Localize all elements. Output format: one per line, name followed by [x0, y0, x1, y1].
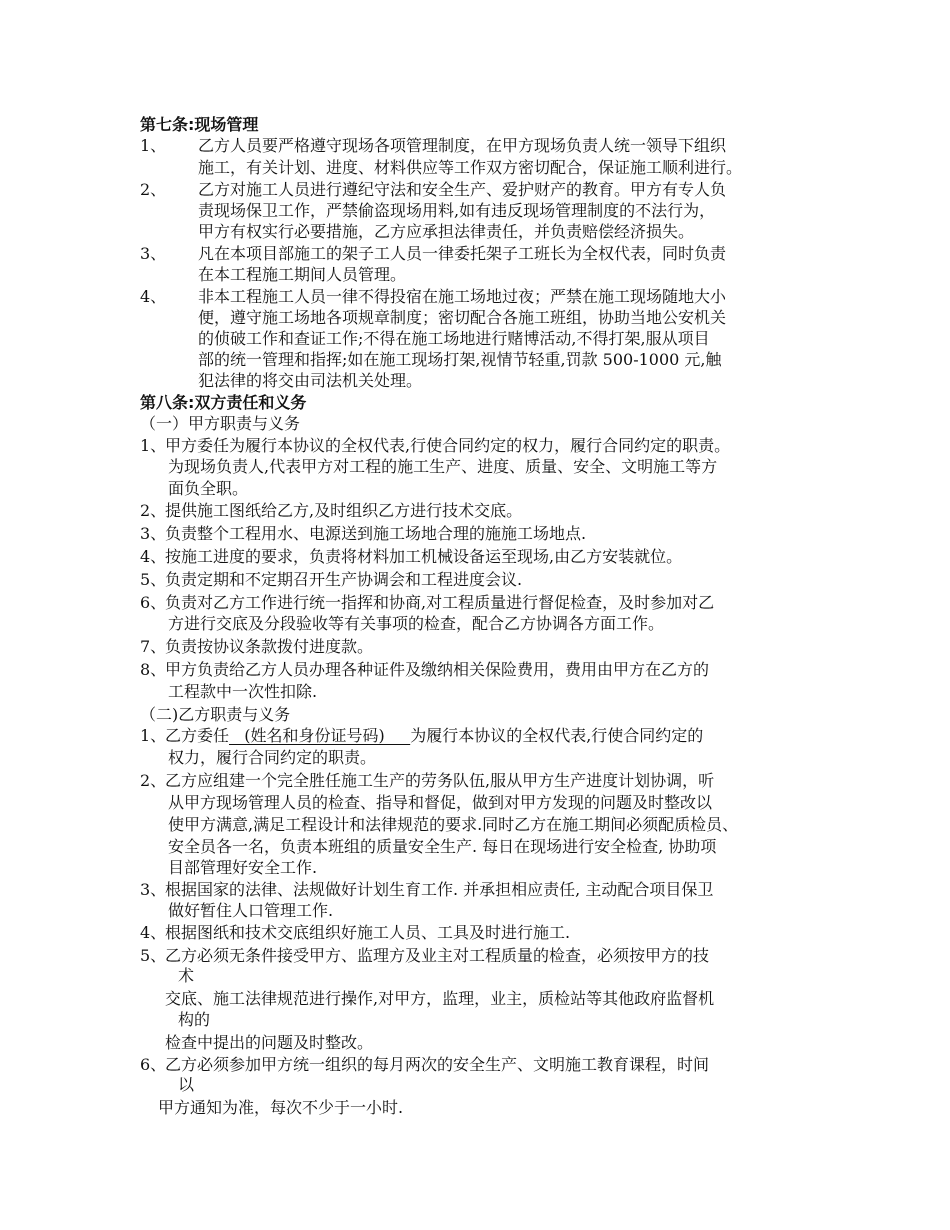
party-a-item-7-line: 负责按协议条款拨付进度款。 — [165, 637, 374, 656]
article-8-heading: 第八条:双方责任和义务 — [140, 393, 307, 412]
party-b-item-3-num: 3、 — [140, 880, 167, 899]
article-7-item-3-num: 3、 — [140, 244, 167, 263]
party-b-item-6-num: 6、 — [140, 1055, 167, 1074]
party-a-item-6-num: 6、 — [140, 593, 167, 612]
article-7-item-4-line: 犯法律的将交由司法机关处理。 — [198, 371, 423, 390]
article-7-item-2-line: 乙方对施工人员进行遵纪守法和安全生产、爱护财产的教育。甲方有专人负 — [198, 180, 727, 199]
party-a-item-1-line: 为现场负责人,代表甲方对工程的施工生产、进度、质量、安全、文明施工等方 — [168, 457, 718, 476]
party-b-item-6-line: 甲方通知为准，每次不少于一小时. — [158, 1098, 404, 1117]
article-7-item-1-line: 乙方人员要严格遵守现场各项管理制度，在甲方现场负责人统一领导下组织 — [198, 136, 727, 155]
article-7-item-4-line: 的侦破工作和查证工作;不得在施工场地进行赌博活动,不得打架,服从项目 — [198, 329, 710, 348]
party-a-item-3-num: 3、 — [140, 524, 167, 543]
party-b-item-2-line: 使甲方满意,满足工程设计和法律规范的要求.同时乙方在施工期间必须配质检员、 — [168, 815, 739, 834]
party-a-item-1-num: 1、 — [140, 436, 167, 455]
party-a-item-3-line: 负责整个工程用水、电源送到施工场地合理的施施工场地点. — [165, 524, 587, 543]
article-7-heading: 第七条:现场管理 — [140, 115, 259, 134]
party-a-item-5-line: 负责定期和不定期召开生产协调会和工程进度会议. — [165, 570, 523, 589]
party-b-item-6-line: 乙方必须参加甲方统一组织的每月两次的安全生产、文明施工教育课程，时间 — [165, 1055, 710, 1074]
party-a-item-1-line: 面负全职。 — [168, 479, 249, 498]
party-b-item-5-num: 5、 — [140, 946, 167, 965]
party-b-item-1-num: 1、 — [140, 726, 167, 745]
party-b-item-2-line: 从甲方现场管理人员的检查、指导和督促，做到对甲方发现的问题及时整改以 — [168, 793, 713, 812]
party-a-item-6-line: 负责对乙方工作进行统一指挥和协商,对工程质量进行督促检查，及时参加对乙 — [165, 593, 715, 612]
article-7-item-2-line: 责现场保卫工作，严禁偷盗现场用料,如有违反现场管理制度的不法行为， — [198, 201, 716, 220]
article-7-item-4-line: 部的统一管理和指挥;如在施工现场打架,视情节轻重,罚款 500-1000 元,触 — [198, 350, 722, 369]
article-7-item-4-line: 非本工程施工人员一律不得投宿在施工场地过夜；严禁在施工现场随地大小 — [198, 287, 727, 306]
party-b-item-4-line: 根据图纸和技术交底组织好施工人员、工具及时进行施工. — [165, 923, 571, 942]
article-7-item-4-num: 4、 — [140, 287, 167, 306]
party-b-item-5-line: 检查中提出的问题及时整改。 — [165, 1033, 374, 1052]
party-a-item-4-num: 4、 — [140, 547, 167, 566]
party-a-item-1-line: 甲方委任为履行本协议的全权代表,行使合同约定的权力，履行合同约定的职责。 — [165, 436, 731, 455]
party-b-item-1-line: 权力，履行合同约定的职责。 — [168, 748, 377, 767]
party-b-subheading: （二)乙方职责与义务 — [140, 705, 291, 724]
party-a-item-6-line: 方进行交底及分段验收等有关事项的检查，配合乙方协调各方面工作。 — [168, 614, 665, 633]
party-b-item-5-line: 术 — [178, 966, 195, 985]
party-b-item-4-num: 4、 — [140, 923, 167, 942]
article-7-item-1-line: 施工，有关计划、进度、材料供应等工作双方密切配合，保证施工顺利进行。 — [198, 158, 743, 177]
article-7-item-2-num: 2、 — [140, 180, 167, 199]
party-b-item-1-suffix: 为履行本协议的全权代表,行使合同约定的 — [410, 726, 704, 745]
party-b-item-2-line: 目部管理好安全工作. — [168, 858, 318, 877]
article-7-item-3-line: 在本工程施工期间人员管理。 — [198, 265, 407, 284]
representative-blank: (姓名和身份证号码) — [229, 726, 411, 745]
party-a-item-2-line: 提供施工图纸给乙方,及时组织乙方进行技术交底。 — [165, 501, 523, 520]
article-7-item-4-line: 便，遵守施工场地各项规章制度；密切配合各施工班组，协助当地公安机关 — [198, 308, 727, 327]
party-b-item-2-line: 乙方应组建一个完全胜任施工生产的劳务队伍,服从甲方生产进度计划协调，听 — [165, 771, 715, 790]
party-b-item-1-line — [165, 725, 703, 746]
party-a-subheading: （一）甲方职责与义务 — [140, 414, 301, 433]
party-a-item-5-num: 5、 — [140, 570, 167, 589]
party-a-item-8-num: 8、 — [140, 660, 167, 679]
party-b-item-3-line: 根据国家的法律、法规做好计划生育工作. 并承担相应责任, 主动配合项目保卫 — [165, 880, 714, 899]
party-b-item-5-line: 构的 — [178, 1010, 211, 1029]
party-a-item-4-line: 按施工进度的要求，负责将材料加工机械设备运至现场,由乙方安装就位。 — [165, 547, 683, 566]
party-a-item-7-num: 7、 — [140, 637, 167, 656]
party-b-item-1-prefix: 乙方委任 — [165, 726, 230, 745]
article-7-item-2-line: 甲方有权实行必要措施，乙方应承担法律责任，并负责赔偿经济损失。 — [198, 222, 695, 241]
party-b-item-6-line: 以 — [178, 1075, 195, 1094]
party-b-item-2-num: 2、 — [140, 771, 167, 790]
party-b-item-2-line: 安全员各一名，负责本班组的质量安全生产. 每日在现场进行安全检查, 协助项 — [168, 837, 717, 856]
party-b-item-3-line: 做好暂住人口管理工作. — [168, 901, 334, 920]
party-a-item-8-line: 工程款中一次性扣除. — [168, 682, 318, 701]
article-7-item-3-line: 凡在本项目部施工的架子工人员一律委托架子工班长为全权代表，同时负责 — [198, 244, 727, 263]
party-b-item-5-line: 乙方必须无条件接受甲方、监理方及业主对工程质量的检查，必须按甲方的技 — [165, 946, 710, 965]
party-a-item-8-line: 甲方负责给乙方人员办理各种证件及缴纳相关保险费用，费用由甲方在乙方的 — [165, 660, 710, 679]
article-7-item-1-num: 1、 — [140, 136, 167, 155]
party-a-item-2-num: 2、 — [140, 501, 167, 520]
party-b-item-5-line: 交底、施工法律规范进行操作,对甲方，监理，业主，质检站等其他政府监督机 — [165, 989, 715, 1008]
